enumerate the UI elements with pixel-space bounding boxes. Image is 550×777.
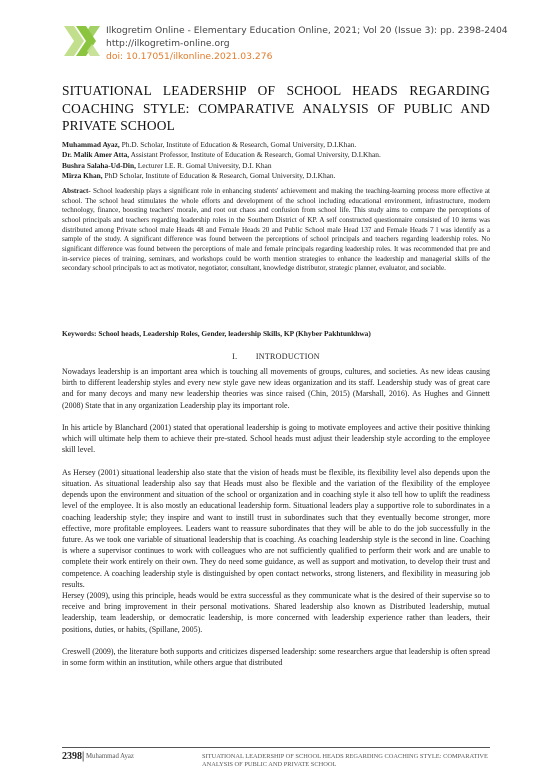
author-entry bbox=[62, 171, 490, 181]
body-paragraph: In his article by Blanchard (2001) stated that operational leadership is going to motivate employees and active their positive thinking which will ultimate help them to achieve their pre-stated. School heads must adjust their leadership style according to the employee skill level. bbox=[62, 423, 490, 455]
keywords bbox=[62, 329, 490, 339]
running-title: SITUATIONAL LEADERSHIP OF SCHOOL HEADS REGARDING COACHING STYLE: COMPARATIVE ANALYSIS OF PUBLIC AND PRIVATE SCHOOL bbox=[202, 753, 488, 769]
keywords-text: School heads, Leadership Roles, Gender, leadership Skills, KP (Khyber Pakhtunkhwa) bbox=[96, 329, 371, 338]
body-paragraph: As Hersey (2001) situational leadership also state that the vision of heads must be flexible, its flexibility level also depends upon the situation. As situational leadership also say that Heads must also be flexible and the variation of the flexibility of the employee depends upon the environment and situation of the school or organization and in coaching style it also tell how to uplift the readiness level of the employee. It is also mostly an educational leadership form. Situational leaders play a supportive role to subordinates in a coaching leadership style; they inspire and want to instill trust in subordinates such that they eventually become stronger, more effective, more profitable employees. Leaders want to reassure subordinates that they will be able to do the job successfully in the future. As we took one variable of situational leadership that is coaching. As coaching leadership style is the second in line. Coaching is where a supervisor continues to work with colleagues who are not sufficiently qualified to perform their work and are unable to complete their work entirely on their own. They do need some guidance, as well as support and motivation, to develop their trust and competence. A coaching leadership style is distinguished by open contact networks, strong listeners, and flexibility in measuring job results. bbox=[62, 467, 490, 589]
abstract-text: School leadership plays a significant role in enhancing students' achievement and making the teaching-learning process more effective at school. The school head stimulates the whole efforts and development of the school including educational environment, infrastructure, modern technology, finance, boosting teachers' morale, and root out chaos and confusion from school life. This study aims to compare the perceptions of school principals and teachers regarding leadership roles in the Southern District of KP. A self constructed questionnaire consisted of 10 items was distributed among Private school male Heads 48 and Female Heads 20 and Public School male Head 137 and Female Heads 7 l was identify as a sample of the study. A significant difference was found between the perceptions of school principals and teachers regarding leadership roles. No significant difference was found between the perceptions of male and female principals regarding leadership roles. It was recommended that pre and in-service pieces of training, seminars, and workshops could be worth mention strategies to enhance the leadership and managerial skills of the secondary school principals to act as motivator, negotiator, consultant, knowledge distributor, strategic planner, evaluator, and sociable. bbox=[62, 187, 490, 273]
title-line: PRIVATE SCHOOL bbox=[62, 118, 176, 133]
author-affiliation: PhD Scholar, Institute of Education & Research, Gomal University, D.I.Khan. bbox=[102, 170, 336, 180]
page-footer bbox=[62, 751, 490, 775]
author-name: Mirza Khan, bbox=[62, 170, 103, 180]
footer-divider bbox=[62, 747, 490, 748]
author-name: Dr. Malik Amer Atta, bbox=[62, 150, 130, 160]
author-name: Muhammad Ayaz, bbox=[62, 140, 120, 149]
author-entry bbox=[62, 150, 490, 160]
author-list bbox=[62, 140, 490, 181]
abstract-label: Abstract- bbox=[62, 187, 91, 195]
keywords-label: Keywords: bbox=[62, 329, 97, 338]
paper-title bbox=[62, 82, 490, 135]
journal-logo-icon bbox=[62, 22, 106, 60]
body-text bbox=[62, 366, 490, 680]
section-heading bbox=[62, 352, 490, 361]
journal-url[interactable]: http://ilkogretim-online.org bbox=[106, 38, 230, 49]
section-number: I. bbox=[232, 352, 238, 361]
title-line: SITUATIONAL LEADERSHIP OF SCHOOL HEADS REGARDING bbox=[62, 83, 490, 98]
author-affiliation: Assistant Professor, Institute of Education & Research, Gomal University, D.I.Khan. bbox=[129, 150, 381, 160]
author-entry bbox=[62, 140, 490, 150]
page-number: 2398| bbox=[62, 751, 85, 762]
author-affiliation: Lecturer I.E. R. Gomal University, D.I. Khan bbox=[135, 160, 272, 170]
journal-doi[interactable]: doi: 10.17051/ilkonline.2021.03.276 bbox=[106, 51, 273, 62]
author-entry bbox=[62, 161, 490, 171]
author-affiliation: Ph.D. Scholar, Institute of Education & Research, Gomal University, D.I.Khan. bbox=[119, 140, 357, 149]
section-title: INTRODUCTION bbox=[255, 352, 320, 361]
journal-citation: Ilkogretim Online - Elementary Education Online, 2021; Vol 20 (Issue 3): pp. 2398-2404 bbox=[106, 25, 508, 36]
footer-author: Muhammad Ayaz bbox=[86, 753, 134, 760]
author-name: Bushra Salaha-Ud-Din, bbox=[62, 160, 136, 170]
body-paragraph: Hersey (2009), using this principle, heads would be extra successful as they communicate what is the desired of their supervise so to receive and bring improvement in their personal motivations. Shared leadership also known as Distributed leadership, mutual leadership, team leadership, or democratic leadership, is more concerned with leadership experience rather than leaders, their positions, duties, or habits, (Spillane, 2005). bbox=[62, 591, 490, 634]
journal-header bbox=[62, 20, 508, 68]
body-paragraph: Nowadays leadership is an important area which is touching all movements of groups, cultures, and societies. As new ideas causing birth to different leadership styles and every new style gave new ideas organization and its staff. Leadership study was of great care and for many decoys and many new leadership theories was since raised (Chin, 2015) (Marshall, 2016). As Hughes and Ginnett (2008) State that in any organization Leadership play its important role. bbox=[62, 367, 490, 410]
title-line: COACHING STYLE: COMPARATIVE ANALYSIS OF PUBLIC AND bbox=[62, 100, 490, 116]
body-paragraph: Creswell (2009), the literature both supports and criticizes dispersed leadership: some researchers argue that leadership is often spread in some form within an institution, while others argue that distributed bbox=[62, 647, 490, 668]
abstract bbox=[62, 187, 490, 274]
